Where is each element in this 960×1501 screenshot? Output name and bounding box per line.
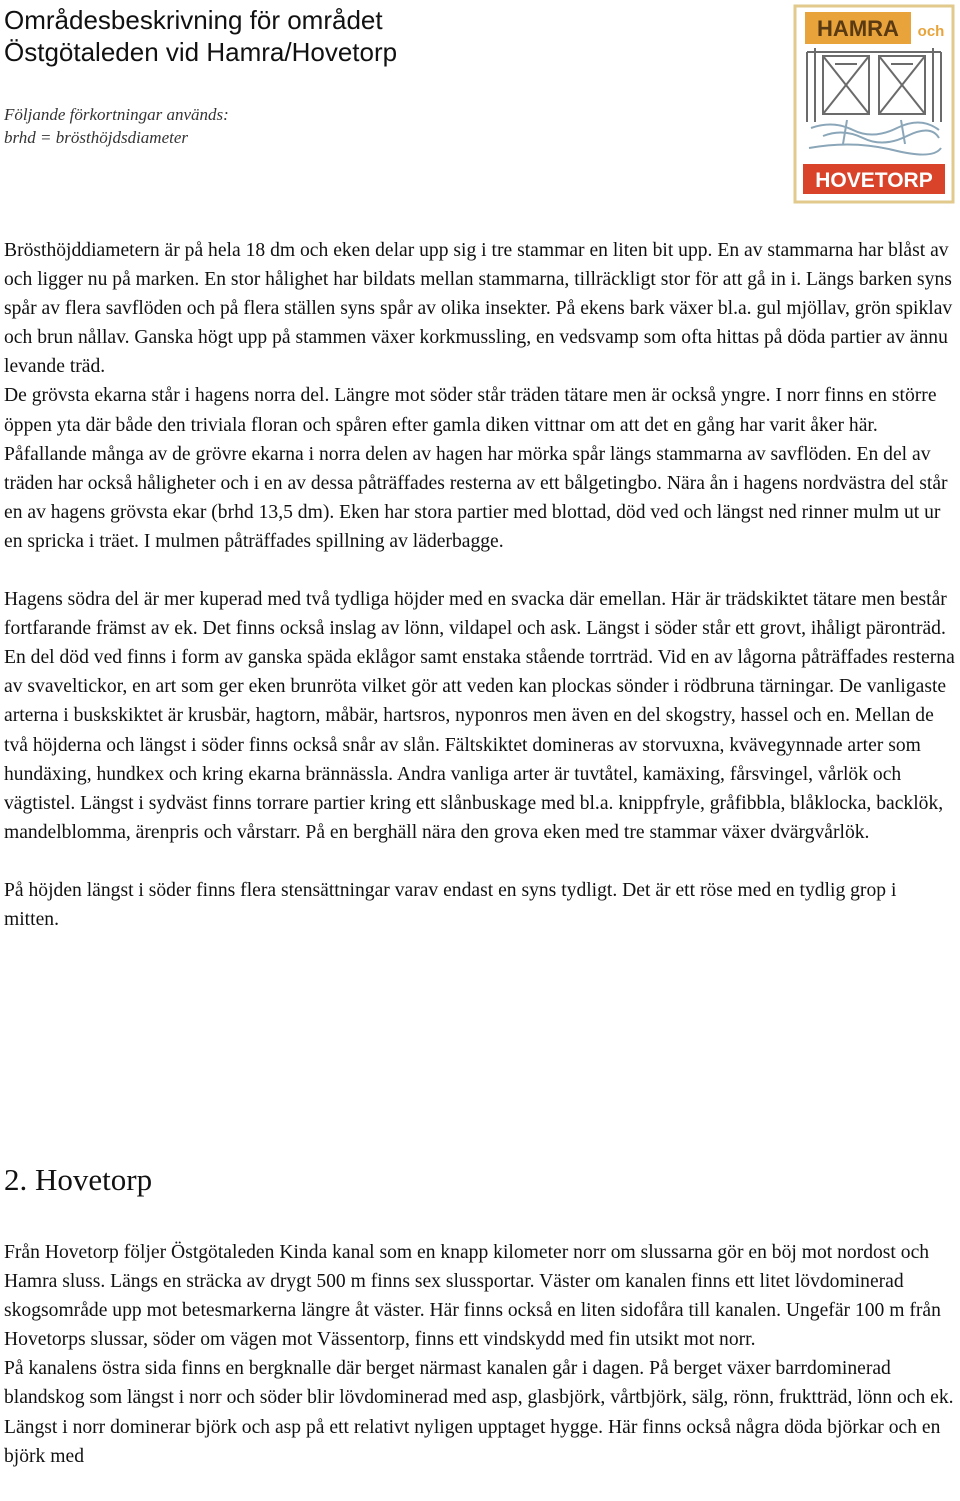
paragraph-southern-pasture: Hagens södra del är mer kuperad med två tydliga höjder med en svacka där emellan. Här är trädskiktet tätare men består fortfarande främst av ek. Det finns också inslag av lönn, vildapel och ask. Längst i söder står ett grovt, ihåligt päronträd. En del död ved finns i form av ganska späda eklågor samt enstaka stående torrträd. Vid en av lågorna påträffades resterna av svaveltickor, en art som ger eken brunröta vilket gör att veden kan plockas sönder i rödbruna tärningar. De vanligaste arterna i buskskiktet är krusbär, hagtorn, måbär, hartsros, nyponros men även en del skogstry, hassel och en. Mellan de två höjderna och längst i söder finns också snår av slån. Fältskiktet domineras av storvuxna, kvävegynnade arter som hundäxing, hundkex och kring ekarna brännässla. Andra vanliga arter är tuvtåtel, kamäxing, fårsvingel, vårlök och vägtistel. Längst i sydväst finns torrare partier kring ett slånbuskage med bl.a. knippfryle, gråfibbla, blåklocka, backlök, mandelblomma, ärenpris och vårstarr. På en berghäll nära den grova eken med tre stammar växer dvärgvårlök.	[4, 589, 955, 843]
abbreviation-note	[4, 103, 229, 149]
title-line-1: Områdesbeskrivning för området	[4, 5, 383, 35]
paragraph-northern-pasture: De grövsta ekarna står i hagens norra del. Längre mot söder står träden tätare men är också yngre. I norr finns en större öppen yta där både den triviala floran och spåren efter gamla diken vittnar om att det en gång har varit åker här. Påfallande många av de grövre ekarna i norra delen av hagen har mörka spår längs stammarna av savflöden. En del av träden har också håligheter och i en av dessa påträffades resterna av ett bålgetingbo. Nära ån i hagens nordvästra del står en av hagens grövsta ekar (brhd 13,5 dm). Eken har stora partier med blottad, död ved och längst ned rinner mulm ut ur en spricka i träet. I mulmen påträffades spillning av läderbagge.	[4, 385, 948, 552]
hamra-hovetorp-logo	[793, 4, 955, 204]
title-line-2: Östgötaleden vid Hamra/Hovetorp	[4, 37, 398, 67]
page-title	[4, 4, 764, 68]
logo-graphic	[793, 4, 955, 204]
logo-top-suffix: och	[917, 23, 945, 40]
paragraph-oak-description: Brösthöjddiametern är på hela 18 dm och eken delar upp sig i tre stammar en liten bit upp. En av stammarna har blåst av och ligger nu på marken. En stor hålighet har bildats mellan stammarna, tillräckligt stor för att gå in i. Längs barken syns spår av flera savflöden och på flera ställen syns spår av olika insekter. På ekens bark växer bl.a. gul mjöllav, grön spiklav och brun nållav. Ganska högt upp på stammen växer korkmussling, en vedsvamp som ofta hittas på döda partier av ännu levande träd.	[4, 240, 953, 378]
abbreviation-definition: brhd = brösthöjdsdiameter	[4, 128, 189, 147]
section-heading-hovetorp: 2. Hovetorp	[4, 1162, 153, 1197]
logo-top-text: HAMRA	[817, 16, 899, 41]
hovetorp-body	[4, 1238, 956, 1471]
abbreviation-intro: Följande förkortningar används:	[4, 105, 229, 124]
paragraph-hovetorp-canal: Från Hovetorp följer Östgötaleden Kinda kanal som en knapp kilometer norr om slussarna gör en böj mot nordost och Hamra sluss. Längs en sträcka av drygt 500 m finns sex slussportar. Väster om kanalen finns ett litet lövdominerad skogsområde upp mot betesmarkerna längre åt väster. Här finns också en liten sidofåra till kanalen. Ungefär 100 m från Hovetorps slussar, söder om vägen mot Vässentorp, finns ett vindskydd med fin utsikt mot norr.	[4, 1242, 941, 1351]
description-body	[4, 236, 956, 934]
paragraph-stone-settings: På höjden längst i söder finns flera stensättningar varav endast en syns tydligt. Det är ett röse med en tydlig grop i mitten.	[4, 879, 897, 930]
paragraph-hovetorp-east-side: På kanalens östra sida finns en bergknalle där berget närmast kanalen går i dagen. På berget växer barrdominerad blandskog som längst i norr och söder blir lövdominerad med asp, glasbjörk, vårtbjörk, sälg, rönn, fruktträd, lönn och ek. Längst i norr dominerar björk och asp på ett relativt nyligen upptaget hygge. Här finns också några döda björkar och en björk med	[4, 1358, 954, 1467]
logo-bottom-text: HOVETORP	[815, 169, 933, 192]
